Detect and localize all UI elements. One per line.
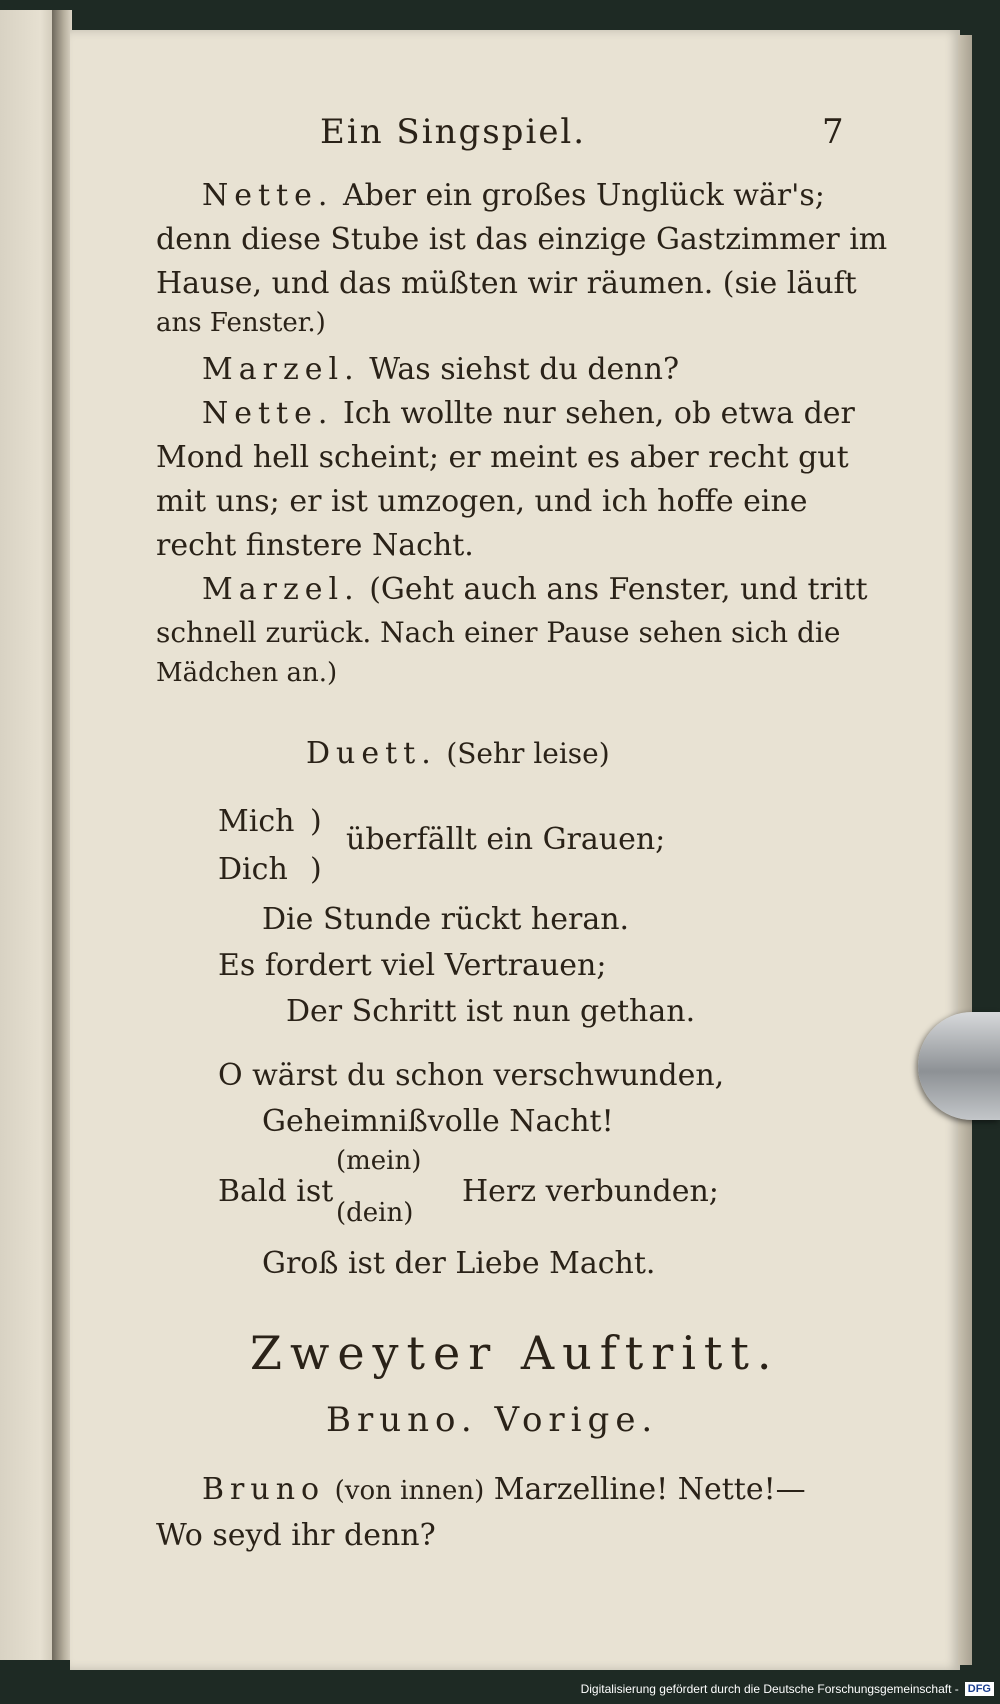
speech-text: Ich wollte nur sehen, ob etwa der [342, 396, 855, 431]
scene-heading: Zweyter Auftritt. [250, 1326, 780, 1380]
stage-direction: (von innen) [334, 1476, 485, 1506]
scene-cast: Bruno. Vorige. [326, 1400, 659, 1440]
p4-line-3: Mädchen an.) [156, 658, 338, 688]
duet-bracket-bottom: ) [310, 852, 322, 887]
duet-line-3: Es fordert viel Vertrauen; [218, 948, 607, 983]
p4-line-2: schnell zurück. Nach einer Pause sehen sich die [156, 616, 841, 649]
duet-line-2: Die Stunde rückt heran. [262, 902, 630, 937]
p1-line-1 [202, 178, 825, 213]
speech-text: Was siehst du denn? [369, 352, 680, 387]
p1-line-4: ans Fenster.) [156, 308, 326, 338]
page-edge [958, 35, 972, 1665]
duet-line-1: überfällt ein Grauen; [346, 822, 666, 857]
facing-page-edge [0, 10, 58, 1660]
duet-line-8: Groß ist der Liebe Macht. [262, 1246, 656, 1281]
page-text [70, 30, 960, 1670]
speaker-name: Bruno [202, 1472, 326, 1507]
digitization-footer [581, 1678, 994, 1700]
book-page [70, 30, 960, 1670]
footer-credit: Digitalisierung gefördert durch die Deutsche Forschungsgemeinschaft - [580, 1682, 959, 1696]
page-number: 7 [822, 112, 844, 152]
speaker-name: Nette. [202, 178, 334, 213]
p3-line-3: mit uns; er ist umzogen, und ich hoffe eine [156, 484, 808, 519]
p1-line-3: Hause, und das müßten wir räumen. (sie läuft [156, 266, 857, 301]
p2-line-1 [202, 352, 679, 387]
p3-line-4: recht finstere Nacht. [156, 528, 474, 563]
speaker-name: Marzel. [202, 572, 360, 607]
duet-dein: (dein) [336, 1198, 414, 1228]
stage-direction: (Geht auch ans Fenster, und tritt [369, 572, 868, 607]
duet-line-5: O wärst du schon verschwunden, [218, 1058, 725, 1093]
p1-line-2: denn diese Stube ist das einzige Gastzimmer im [156, 222, 888, 257]
duet-title-line [306, 736, 610, 771]
running-head: Ein Singspiel. [320, 112, 587, 152]
scene-line-1 [202, 1472, 806, 1507]
duet-dich: Dich [218, 852, 288, 887]
duet-direction: (Sehr leise) [446, 737, 610, 770]
dfg-logo-icon: DFG [965, 1682, 994, 1696]
duet-bracket-top: ) [310, 804, 322, 839]
duet-mein: (mein) [336, 1146, 422, 1176]
speaker-name: Marzel. [202, 352, 360, 387]
scene-line-2: Wo seyd ihr denn? [156, 1518, 436, 1553]
duet-line-4: Der Schritt ist nun gethan. [286, 994, 696, 1029]
duet-line-7-start: Bald ist [218, 1174, 334, 1209]
speaker-name: Nette. [202, 396, 334, 431]
duet-line-7-end: Herz verbunden; [462, 1174, 719, 1209]
duet-mich: Mich [218, 804, 295, 839]
speech-text: Aber ein großes Unglück wär's; [342, 178, 825, 213]
speech-text: Marzelline! Nette!— [493, 1472, 806, 1507]
p4-line-1 [202, 572, 868, 607]
book-gutter [52, 10, 72, 1660]
duet-line-6: Geheimnißvolle Nacht! [262, 1104, 614, 1139]
duet-title: Duett. [306, 736, 437, 771]
p3-line-1 [202, 396, 855, 431]
p3-line-2: Mond hell scheint; er meint es aber recht gut [156, 440, 849, 475]
